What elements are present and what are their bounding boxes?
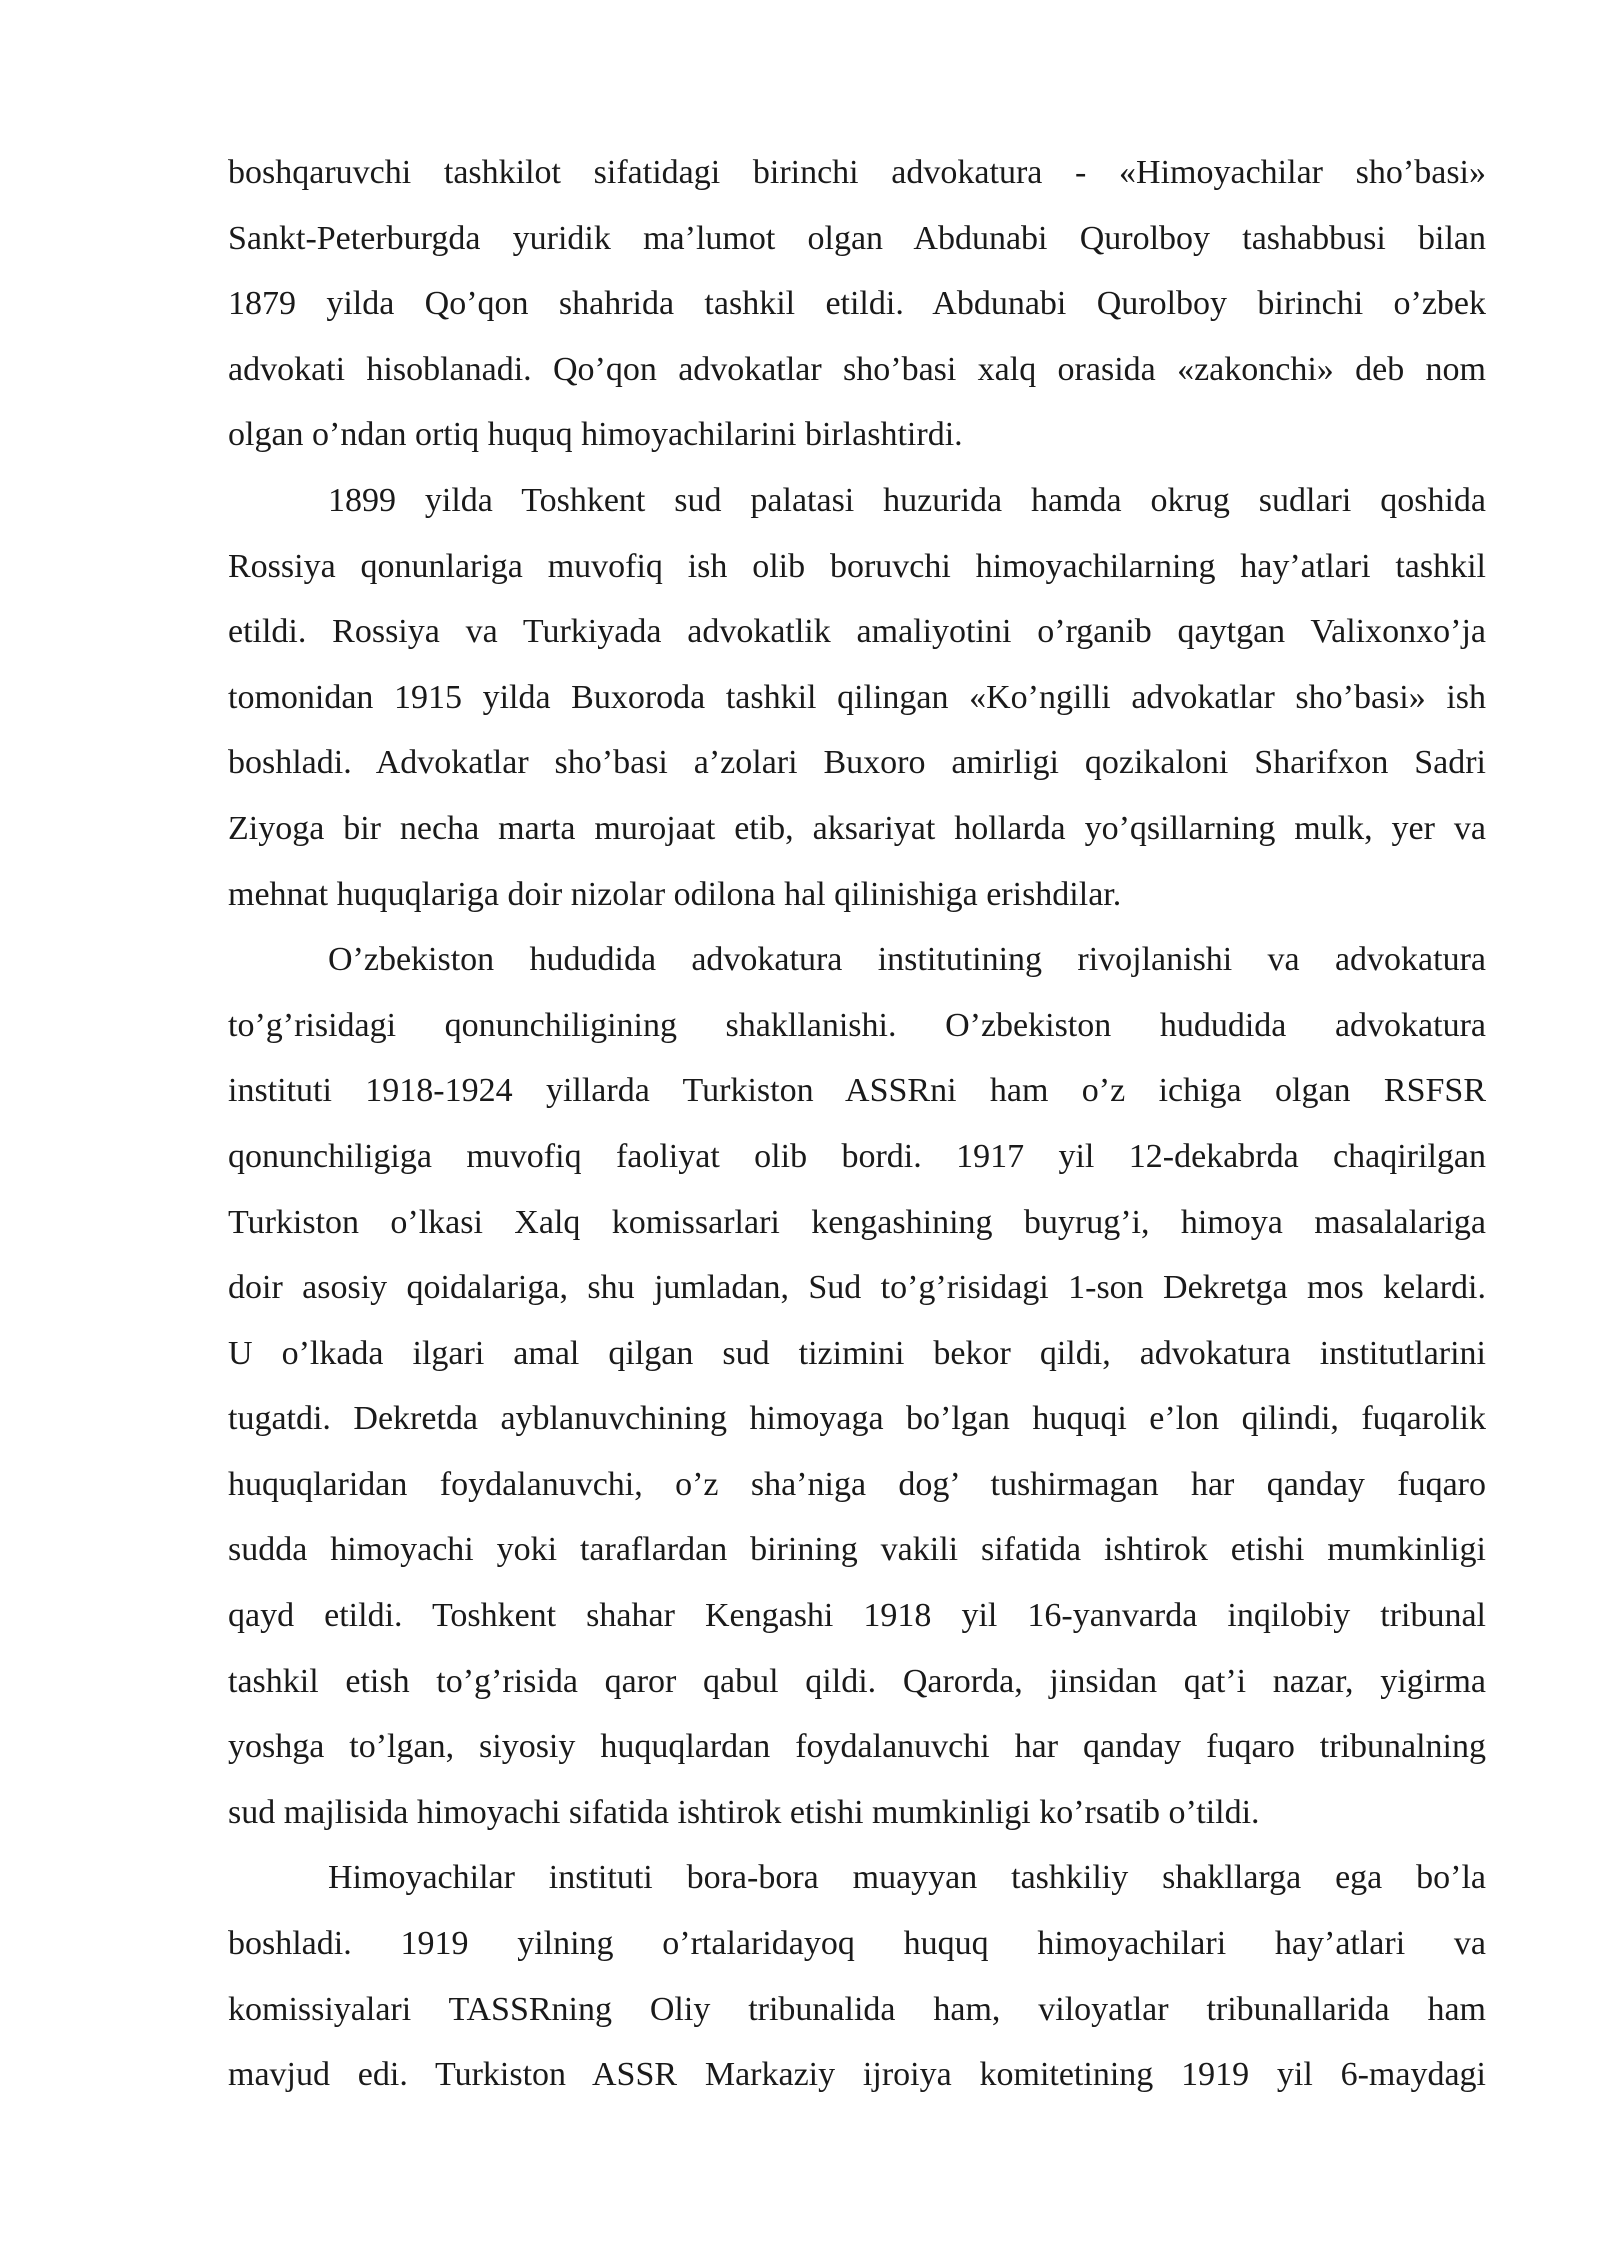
text-line: Turkiston o’lkasi Xalq komissarlari kengashining buyrug’i, himoya masalalariga (228, 1203, 1486, 1241)
text-line: etildi. Rossiya va Turkiyada advokatlik amaliyotini o’rganib qaytgan Valixonxo’ja (228, 613, 1486, 651)
text-line: sud majlisida himoyachi sifatida ishtirok etishi mumkinligi ko’rsatib o’tildi. (228, 1793, 1260, 1831)
body-text (228, 140, 1486, 2108)
text-line: tashkil etish to’g’risida qaror qabul qildi. Qarorda, jinsidan qat’i nazar, yigirma (228, 1662, 1486, 1700)
text-line: qayd etildi. Toshkent shahar Kengashi 1918 yil 16-yanvarda inqilobiy tribunal (228, 1597, 1486, 1635)
text-line: mehnat huquqlariga doir nizolar odilona hal qilinishiga erishdilar. (228, 875, 1122, 913)
text-line: boshqaruvchi tashkilot sifatidagi birinchi advokatura - «Himoyachilar sho’basi» (228, 154, 1486, 191)
text-line: huquqlaridan foydalanuvchi, o’z sha’niga dog’ tushirmagan har qanday fuqaro (228, 1465, 1486, 1503)
text-line: tomonidan 1915 yilda Buxoroda tashkil qilingan «Ko’ngilli advokatlar sho’basi» ish (228, 678, 1486, 716)
paragraph-1 (228, 140, 1486, 468)
text-line: Sankt-Peterburgda yuridik ma’lumot olgan Abdunabi Qurolboy tashabbusi bilan (228, 219, 1486, 257)
text-line: doir asosiy qoidalariga, shu jumladan, Sud to’g’risidagi 1-son Dekretga mos kelardi. (228, 1269, 1486, 1307)
text-line: yoshga to’lgan, siyosiy huquqlardan foydalanuvchi har qanday fuqaro tribunalning (228, 1728, 1486, 1766)
text-line: 1879 yilda Qo’qon shahrida tashkil etildi. Abdunabi Qurolboy birinchi o’zbek (228, 285, 1486, 323)
text-line: advokati hisoblanadi. Qo’qon advokatlar sho’basi xalq orasida «zakonchi» deb nom (228, 350, 1486, 388)
text-line: to’g’risidagi qonunchiligining shakllanishi. O’zbekiston hududida advokatura (228, 1006, 1486, 1044)
text-line: komissiyalari TASSRning Oliy tribunalida ham, viloyatlar tribunallarida ham (228, 1990, 1486, 2028)
paragraph-3 (228, 927, 1486, 1845)
text-line: qonunchiligiga muvofiq faoliyat olib bordi. 1917 yil 12-dekabrda chaqirilgan (228, 1137, 1486, 1175)
text-line: O’zbekiston hududida advokatura institutining rivojlanishi va advokatura (328, 941, 1486, 979)
text-line: boshladi. 1919 yilning o’rtalaridayoq huquq himoyachilari hay’atlari va (228, 1925, 1486, 1963)
text-line: sudda himoyachi yoki taraflardan birining vakili sifatida ishtirok etishi mumkinligi (228, 1531, 1486, 1569)
text-line: mavjud edi. Turkiston ASSR Markaziy ijroiya komitetining 1919 yil 6-maydagi (228, 2056, 1486, 2094)
text-line: Ziyoga bir necha marta murojaat etib, aksariyat hollarda yo’qsillarning mulk, yer va (228, 809, 1486, 847)
text-line: instituti 1918-1924 yillarda Turkiston ASSRni ham o’z ichiga olgan RSFSR (228, 1072, 1486, 1110)
text-line: olgan o’ndan ortiq huquq himoyachilarini birlashtirdi. (228, 416, 963, 454)
text-line: Rossiya qonunlariga muvofiq ish olib boruvchi himoyachilarning hay’atlari tashkil (228, 547, 1486, 585)
text-line: Himoyachilar instituti bora-bora muayyan tashkiliy shakllarga ega bo’la (328, 1859, 1486, 1897)
text-line: boshladi. Advokatlar sho’basi a’zolari Buxoro amirligi qozikaloni Sharifxon Sadri (228, 744, 1486, 782)
text-line: tugatdi. Dekretda ayblanuvchining himoyaga bo’lgan huquqi e’lon qilindi, fuqarolik (228, 1400, 1486, 1438)
paragraph-4 (228, 1845, 1486, 2107)
text-line: 1899 yilda Toshkent sud palatasi huzurida hamda okrug sudlari qoshida (328, 481, 1486, 519)
paragraph-2 (228, 468, 1486, 927)
text-line: U o’lkada ilgari amal qilgan sud tizimini bekor qildi, advokatura institutlarini (228, 1334, 1486, 1372)
